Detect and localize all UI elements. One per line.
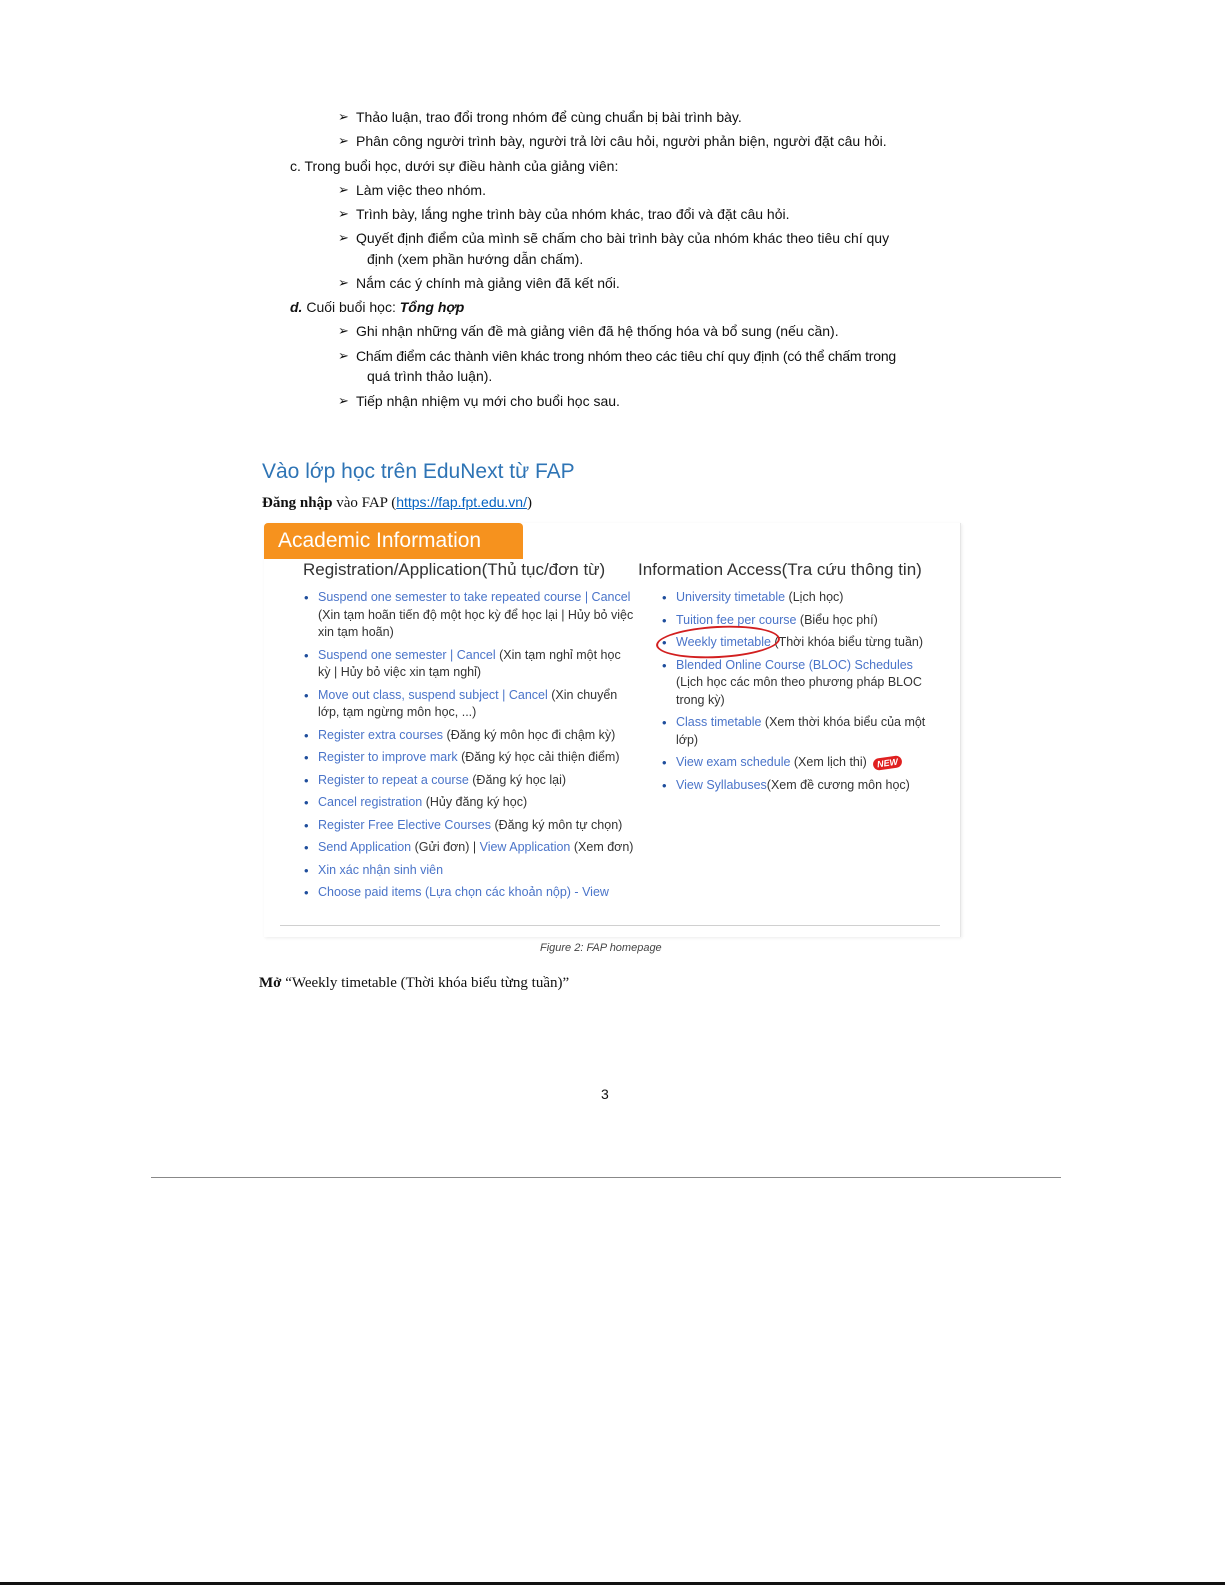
page-break-rule — [151, 1177, 1061, 1178]
list-link[interactable]: Send Application — [318, 840, 412, 854]
bullet-arrow: ➢ — [338, 133, 349, 148]
weekly-timetable-link[interactable]: Weekly timetable — [676, 635, 771, 649]
text-line: Chấm điểm các thành viên khác trong nhóm theo các tiêu chí quy định (có thể chấm trong — [356, 348, 896, 364]
list-item: • Weekly timetable (Thời khóa biểu từng tuần) — [662, 634, 942, 652]
list-link[interactable]: View Syllabuses — [676, 777, 767, 792]
open-text: “Weekly timetable (Thời khóa biểu từng tuần)” — [281, 975, 570, 991]
list-link[interactable]: Register to improve mark — [318, 750, 458, 764]
list-item: • View Syllabuses(Xem đề cương môn học) — [662, 777, 942, 795]
list-item: • Blended Online Course (BLOC) Schedules (Lịch học các môn theo phương pháp BLOC trong kỳ) — [662, 657, 942, 710]
bullet-arrow: ➢ — [338, 109, 349, 124]
new-badge-icon: NEW — [872, 755, 902, 771]
bullet-arrow: ➢ — [338, 275, 349, 290]
login-text: vào FAP ( — [332, 495, 397, 511]
information-access-title: Information Access(Tra cứu thông tin) — [638, 560, 922, 579]
list-item: • Class timetable (Xem thời khóa biểu của một lớp) — [662, 714, 942, 749]
list-link[interactable]: University timetable — [676, 590, 786, 604]
list-link[interactable]: Register extra courses — [318, 727, 444, 742]
text-line: Thảo luận, trao đổi trong nhóm để cùng chuẩn bị bài trình bày. — [356, 109, 742, 125]
login-bold: Đăng nhập — [262, 495, 333, 511]
list-item — [304, 884, 634, 902]
open-bold: Mở — [259, 975, 282, 991]
list-item: • Register to repeat a course (Đăng ký học lại) — [304, 772, 634, 790]
list-item: • View exam schedule (Xem lịch thi) NEW — [662, 754, 942, 772]
bullet-arrow: ➢ — [338, 393, 349, 408]
bullet-arrow: ➢ — [338, 323, 349, 338]
list-item: • Register extra courses (Đăng ký môn học đi chậm kỳ) — [304, 727, 634, 745]
list-item: • Suspend one semester to take repeated course | Cancel (Xin tạm hoãn tiến độ một học kỳ để học lại | Hủy bỏ việc xin tạm hoãn) — [304, 589, 634, 642]
text-line: Làm việc theo nhóm. — [356, 182, 486, 198]
list-item: • Register to improve mark (Đăng ký học cải thiện điểm) — [304, 749, 634, 767]
text-line: Tiếp nhận nhiệm vụ mới cho buổi học sau. — [356, 393, 620, 409]
fap-homepage-figure — [264, 523, 961, 937]
information-access-list — [662, 589, 942, 799]
page-number: 3 — [601, 1086, 609, 1102]
bullet-arrow: ➢ — [338, 230, 349, 245]
login-close: ) — [526, 495, 532, 511]
list-link[interactable]: View exam schedule — [676, 755, 791, 769]
text-line-c: c. Trong buổi học, dưới sự điều hành của giảng viên: — [290, 158, 619, 174]
list-link[interactable]: Suspend one semester | Cancel — [318, 647, 496, 662]
list-link[interactable]: Blended Online Course (BLOC) Schedules — [676, 657, 913, 672]
list-link[interactable]: View Application — [479, 840, 571, 854]
figure-caption: Figure 2: FAP homepage — [540, 942, 662, 954]
list-item: • Register Free Elective Courses (Đăng ký môn tự chọn) — [304, 817, 634, 835]
text-line: định (xem phần hướng dẫn chấm). — [367, 251, 584, 267]
d-text: Cuối buổi học: — [302, 299, 400, 315]
list-item: • Suspend one semester | Cancel (Xin tạm nghỉ một học kỳ | Hủy bỏ việc xin tạm nghỉ) — [304, 647, 634, 682]
list-link[interactable]: Suspend one semester to take repeated course | Cancel — [318, 590, 631, 604]
list-item: • Tuition fee per course (Biểu học phí) — [662, 612, 942, 630]
list-item: • Send Application (Gửi đơn) | View Application (Xem đơn) — [304, 839, 634, 857]
text-line: quá trình thảo luận). — [367, 368, 493, 384]
figure-divider — [280, 925, 940, 926]
list-link[interactable]: Cancel registration — [318, 795, 423, 809]
section-heading: Vào lớp học trên EduNext từ FAP — [262, 460, 575, 483]
registration-title: Registration/Application(Thủ tục/đơn từ) — [303, 560, 606, 579]
bullet-arrow: ➢ — [338, 182, 349, 197]
registration-list — [304, 589, 634, 907]
list-link[interactable]: Move out class, suspend subject | Cancel — [318, 687, 548, 702]
fap-link[interactable]: https://fap.fpt.edu.vn/ — [396, 494, 527, 510]
list-link[interactable]: Xin xác nhận sinh viên — [318, 862, 444, 877]
list-item: • University timetable (Lịch học) — [662, 589, 942, 607]
list-link[interactable]: Register Free Elective Courses — [318, 817, 491, 832]
text-line: Quyết định điểm của mình sẽ chấm cho bài trình bày của nhóm khác theo tiêu chí quy — [356, 230, 890, 246]
list-link[interactable]: Register to repeat a course — [318, 772, 469, 787]
text-line: Ghi nhận những vấn đề mà giảng viên đã hệ thống hóa và bổ sung (nếu cần). — [356, 323, 839, 339]
bullet-arrow: ➢ — [338, 348, 349, 363]
text-line-d — [290, 298, 464, 316]
bullet-arrow: ➢ — [338, 206, 349, 221]
text-line: Trình bày, lắng nghe trình bày của nhóm khác, trao đổi và đặt câu hỏi. — [356, 206, 790, 222]
text-line: Nắm các ý chính mà giảng viên đã kết nối. — [356, 275, 620, 291]
list-link[interactable]: Class timetable — [676, 715, 762, 729]
list-link[interactable]: Tuition fee per course — [676, 612, 797, 627]
list-item — [304, 862, 634, 880]
text-line: Phân công người trình bày, người trả lời câu hỏi, người phản biện, người đặt câu hỏi. — [356, 133, 887, 149]
list-item: • Cancel registration (Hủy đăng ký học) — [304, 794, 634, 812]
academic-info-header: Academic Information — [264, 523, 523, 559]
open-instruction — [259, 975, 569, 992]
list-item: • Move out class, suspend subject | Cancel (Xin chuyển lớp, tạm ngừng môn học, ...) — [304, 687, 634, 722]
list-link[interactable]: Choose paid items (Lựa chọn các khoản nộp) - View — [318, 885, 609, 899]
login-line — [262, 494, 532, 512]
d-bold: Tổng hợp — [399, 299, 465, 315]
d-label: d. — [290, 299, 303, 315]
